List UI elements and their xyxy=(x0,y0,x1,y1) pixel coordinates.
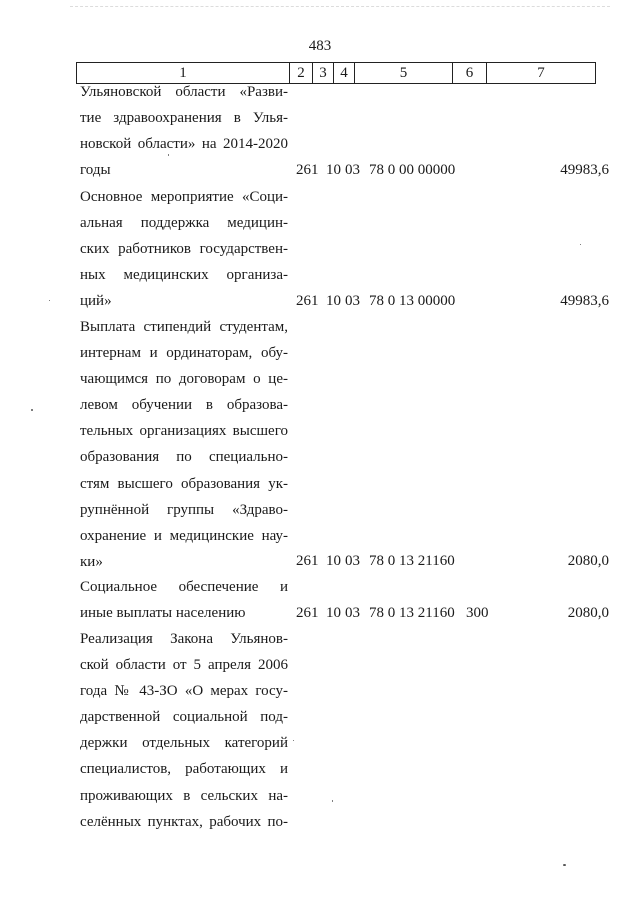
row-description xyxy=(80,79,288,183)
row-description xyxy=(80,626,288,835)
column-header-7: 7 xyxy=(487,63,596,84)
scan-speck xyxy=(293,740,294,741)
cell-col3: 10 xyxy=(326,553,341,569)
cell-col5: 78 0 13 00000 xyxy=(369,293,456,309)
description-line: ских работников государствен- xyxy=(80,241,288,258)
description-line: образования по специально- xyxy=(80,449,288,466)
scan-speck xyxy=(332,800,333,802)
cell-col5: 78 0 13 21160 xyxy=(369,553,455,569)
description-line: тельных организациях высшего xyxy=(80,423,288,440)
description-line: ки» xyxy=(80,553,103,570)
description-line: специалистов, работающих и xyxy=(80,761,288,778)
description-line: стям высшего образования ук- xyxy=(80,475,288,492)
scan-speck xyxy=(49,300,50,301)
description-line: охранение и медицинские нау- xyxy=(80,527,288,544)
cell-col3: 10 xyxy=(326,293,341,309)
cell-col5: 78 0 00 00000 xyxy=(369,162,456,178)
cell-col3: 10 xyxy=(326,162,341,178)
column-header-4: 4 xyxy=(334,63,355,84)
cell-col5: 78 0 13 21160 xyxy=(369,605,455,621)
scan-header-marks xyxy=(70,6,610,11)
cell-col7: 2080,0 xyxy=(567,605,609,621)
description-line: иные выплаты населению xyxy=(80,605,246,622)
scan-speck xyxy=(563,864,566,866)
cell-col4: 03 xyxy=(345,605,360,621)
cell-col6: 300 xyxy=(466,605,489,621)
description-line: года № 43-ЗО «О мерах госу- xyxy=(80,683,288,700)
description-line: Реализация Закона Ульянов- xyxy=(80,631,288,647)
description-line: дарственной социальной под- xyxy=(80,709,288,726)
description-line: новской области» на 2014-2020 xyxy=(80,136,288,153)
description-line: ций» xyxy=(80,293,112,310)
description-line: годы xyxy=(80,162,111,179)
description-line: альная поддержка медицин- xyxy=(80,215,288,232)
column-header-6: 6 xyxy=(453,63,487,84)
description-line: тие здравоохранения в Улья- xyxy=(80,110,288,127)
description-line: Социальное обеспечение и xyxy=(80,579,288,595)
description-line: Основное мероприятие «Соци- xyxy=(80,189,288,205)
scan-speck xyxy=(580,244,581,245)
cell-col7: 49983,6 xyxy=(560,162,609,178)
description-line: проживающих в сельских на- xyxy=(80,787,288,804)
row-description xyxy=(80,574,288,626)
description-line: чающимся по договорам о це- xyxy=(80,371,288,388)
description-line: держки отдельных категорий xyxy=(80,735,288,752)
description-line: ных медицинских организа- xyxy=(80,267,288,284)
column-header-3: 3 xyxy=(313,63,334,84)
column-header-1: 1 xyxy=(77,63,290,84)
description-line: интернам и ординаторам, обу- xyxy=(80,345,288,362)
cell-col3: 10 xyxy=(326,605,341,621)
scan-speck xyxy=(31,409,33,411)
row-description xyxy=(80,314,288,575)
description-line: ской области от 5 апреля 2006 xyxy=(80,657,288,674)
row-description xyxy=(80,184,288,314)
column-header-2: 2 xyxy=(290,63,313,84)
description-line: Ульяновской области «Разви- xyxy=(80,84,288,100)
description-line: рупнённой группы «Здраво- xyxy=(80,501,288,518)
page-number: 483 xyxy=(308,38,332,54)
cell-col4: 03 xyxy=(345,553,360,569)
cell-col4: 03 xyxy=(345,162,360,178)
cell-col2: 261 xyxy=(296,553,319,569)
cell-col2: 261 xyxy=(296,293,319,309)
cell-col2: 261 xyxy=(296,605,319,621)
description-line: Выплата стипендий студентам, xyxy=(80,319,288,335)
scan-speck xyxy=(168,154,169,156)
column-header-5: 5 xyxy=(355,63,453,84)
cell-col7: 2080,0 xyxy=(567,553,609,569)
cell-col4: 03 xyxy=(345,293,360,309)
cell-col7: 49983,6 xyxy=(560,293,609,309)
description-line: селённых пунктах, рабочих по- xyxy=(80,813,288,830)
description-line: левом обучении в образова- xyxy=(80,397,288,414)
cell-col2: 261 xyxy=(296,162,319,178)
